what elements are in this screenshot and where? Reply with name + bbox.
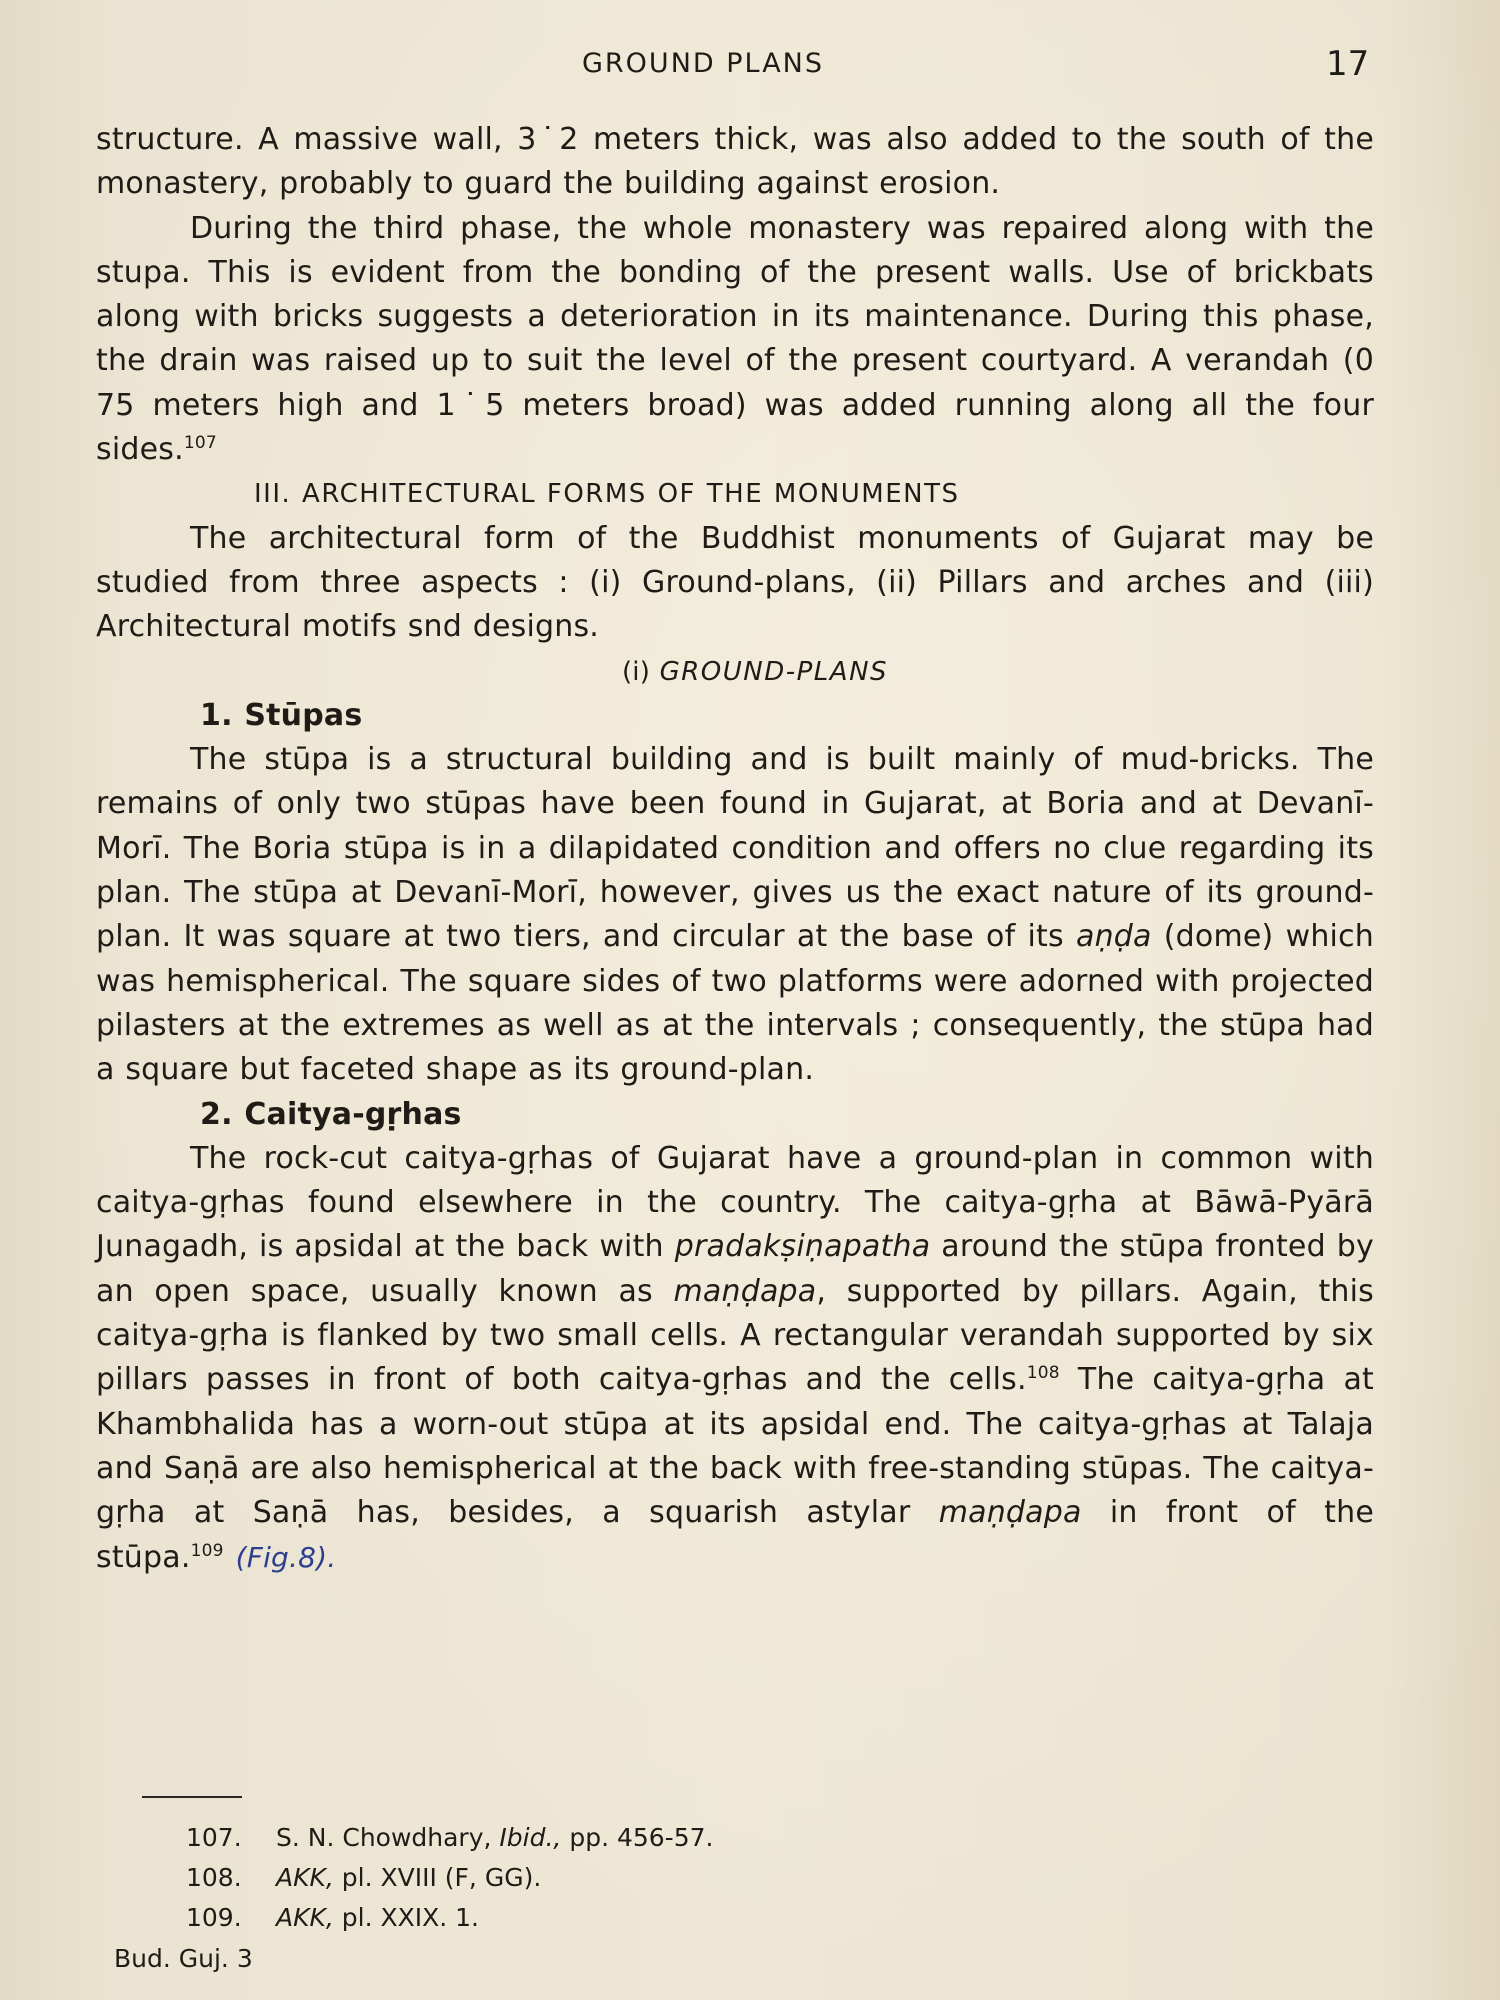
paragraph-caitya-text-d: The caitya-gṛha at Khambhalida has a worn-out stūpa at its apsidal end. The caitya-gṛhas at Talaja and Saṇā are also hemispherical at the back with free-standing stūpas. The caitya-gṛha at Saṇā has, besides, a squarish astylar <box>96 1362 1374 1531</box>
footnote-text <box>276 1818 713 1858</box>
term-mandapa-2: maṇḍapa <box>938 1495 1082 1531</box>
signature-mark: Bud. Guj. 3 <box>114 1944 253 1973</box>
footnote-divider <box>142 1796 242 1798</box>
footnote-source: Ibid., <box>499 1823 562 1852</box>
footnote-pages: pl. XVIII (F, GG). <box>341 1863 542 1892</box>
footnote-author: S. N. Chowdhary, <box>276 1823 492 1852</box>
footnote-pages: pl. XXIX. 1. <box>341 1903 480 1932</box>
term-anda: aṇḍa <box>1075 919 1152 955</box>
sub-heading-number: (i) <box>621 656 651 687</box>
footnote-text <box>276 1898 479 1938</box>
paragraph-stupas <box>96 738 1374 1092</box>
paragraph-caitya-grhas <box>96 1137 1374 1580</box>
footnote-ref-107: 107 <box>183 433 217 454</box>
page-number: 17 <box>1326 44 1370 84</box>
paragraph-caitya-text-b: around the stūpa fronted by an open space, usually known as <box>96 1229 1374 1309</box>
heading-stupas: 1. Stūpas <box>200 697 363 733</box>
term-pradaksinapatha: pradakṣiṇapatha <box>674 1229 931 1265</box>
body-text <box>96 118 1374 1580</box>
footnote-108 <box>186 1858 713 1898</box>
footnote-number: 108. <box>186 1863 242 1892</box>
footnote-107 <box>186 1818 713 1858</box>
footnote-ref-109: 109 <box>190 1540 224 1561</box>
paragraph-third-phase <box>96 207 1374 473</box>
footnote-pages: pp. 456-57. <box>569 1823 714 1852</box>
page-header <box>0 44 1500 88</box>
footnote-number: 107. <box>186 1823 242 1852</box>
sub-heading-title: GROUND-PLANS <box>659 656 889 687</box>
footnote-ref-108: 108 <box>1026 1363 1060 1384</box>
paragraph-caitya-text-e: in front of the stūpa. <box>96 1495 1374 1575</box>
footnote-number: 109. <box>186 1903 242 1932</box>
footnote-source: AKK, <box>276 1863 334 1892</box>
footnote-text <box>276 1858 541 1898</box>
sub-heading-ground-plans <box>96 650 1374 694</box>
footnote-source: AKK, <box>276 1903 334 1932</box>
heading-caitya-grhas: 2. Caitya-gṛhas <box>200 1096 462 1132</box>
paragraph-architectural-form: The architectural form of the Buddhist monuments of Gujarat may be studied from three aspects : (i) Ground-plans, (ii) Pillars and arches and (iii) Architectural motifs snd designs. <box>96 520 1374 645</box>
footnote-109 <box>186 1898 713 1938</box>
section-heading: III. ARCHITECTURAL FORMS OF THE MONUMENTS <box>254 479 960 510</box>
paragraph-third-phase-text: During the third phase, the whole monastery was repaired along with the stupa. This is evident from the bonding of the present walls. Use of brickbats along with bricks suggests a deterioration in its maintenance. During this phase, the drain was raised up to suit the level of the present courtyard. A verandah (0 75 meters high and 1˙5 meters broad) was added running along all the four sides. <box>96 210 1374 468</box>
footnotes <box>186 1818 713 1938</box>
paragraph-stupas-text-a: The stūpa is a structural building and is built mainly of mud-bricks. The remains of only two stūpas have been found in Gujarat, at Boria and at Devanī-Morī. The Boria stūpa is in a dilapidated condition and offers no clue regarding its plan. The stūpa at Devanī-Morī, however, gives us the exact nature of its ground-plan. It was square at two tiers, and circular at the base of its <box>96 742 1374 955</box>
paragraph-caitya-text-a: The rock-cut caitya-gṛhas of Gujarat have a ground-plan in common with caitya-gṛhas found elsewhere in the country. The caitya-gṛha at Bāwā-Pyārā Junagadh, is apsidal at the back with <box>96 1140 1374 1265</box>
handwritten-annotation: (Fig.8). <box>235 1540 337 1574</box>
paragraph-caitya-text-c: , supported by pillars. Again, this caitya-gṛha is flanked by two small cells. A rectangular verandah supported by six pillars passes in front of both caitya-gṛhas and the cells. <box>96 1273 1374 1398</box>
paragraph-stupas-text-b: (dome) which was hemispherical. The square sides of two platforms were adorned with projected pilasters at the extremes as well as at the intervals ; consequently, the stūpa had a square but faceted shape as its ground-plan. <box>96 919 1374 1088</box>
paragraph-structure: structure. A massive wall, 3˙2 meters thick, was also added to the south of the monastery, probably to guard the building against erosion. <box>96 122 1374 202</box>
term-mandapa: maṇḍapa <box>673 1273 817 1309</box>
running-head: GROUND PLANS <box>582 48 825 79</box>
